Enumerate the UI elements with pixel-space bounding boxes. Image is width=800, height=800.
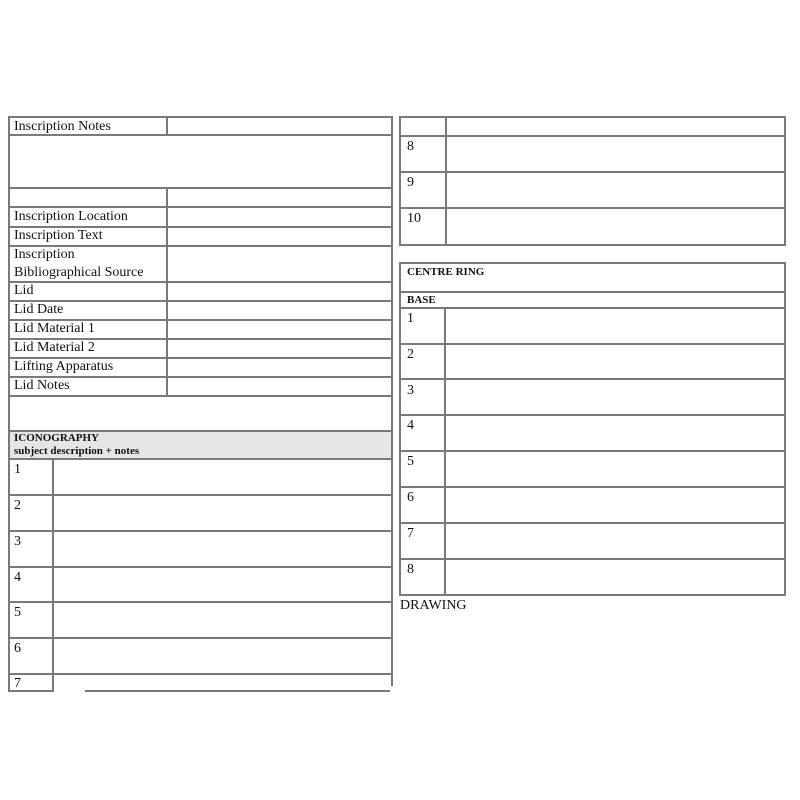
iconography-row-number: 5: [14, 605, 21, 620]
iconography-row-number: 4: [14, 570, 21, 585]
iconography-row-number: 3: [14, 534, 21, 549]
inscription-text-label: Inscription Text: [14, 228, 103, 243]
lid-notes-label: Lid Notes: [14, 378, 70, 393]
base-row-number: 5: [407, 454, 414, 469]
lid-material-1-label: Lid Material 1: [14, 321, 95, 336]
right-top-row-number: 8: [407, 139, 414, 154]
iconography-row-number: 6: [14, 641, 21, 656]
base-row-number: 3: [407, 383, 414, 398]
lifting-apparatus-label: Lifting Apparatus: [14, 359, 114, 374]
base-row-number: 8: [407, 562, 414, 577]
base-title: BASE: [407, 294, 436, 306]
lid-label: Lid: [14, 283, 34, 298]
inscription-bib-label-line1: Inscription: [14, 247, 75, 262]
iconography-row-number: 1: [14, 462, 21, 477]
base-row-number: 2: [407, 347, 414, 362]
iconography-row-number: 7: [14, 676, 21, 691]
left-left-border: [8, 116, 10, 692]
inscription-bib-label-line2: Bibliographical Source: [14, 265, 144, 280]
iconography-row-number: 2: [14, 498, 21, 513]
base-row-number: 7: [407, 526, 414, 541]
inscription-location-label: Inscription Location: [14, 209, 128, 224]
centre-ring-title: CENTRE RING: [407, 266, 485, 278]
lid-material-2-label: Lid Material 2: [14, 340, 95, 355]
base-row-number: 4: [407, 418, 414, 433]
base-row-number: 6: [407, 490, 414, 505]
inscription-notes-label: Inscription Notes: [14, 119, 111, 134]
right-top-row-number: 10: [407, 211, 421, 226]
drawing-label: DRAWING: [400, 598, 467, 613]
lid-date-label: Lid Date: [14, 302, 64, 317]
base-row-number: 1: [407, 311, 414, 326]
right-top-row-number: 9: [407, 175, 414, 190]
iconography-subtitle: subject description + notes: [14, 445, 140, 457]
iconography-title: ICONOGRAPHY: [14, 432, 99, 444]
right-bottom-border: [399, 262, 786, 596]
